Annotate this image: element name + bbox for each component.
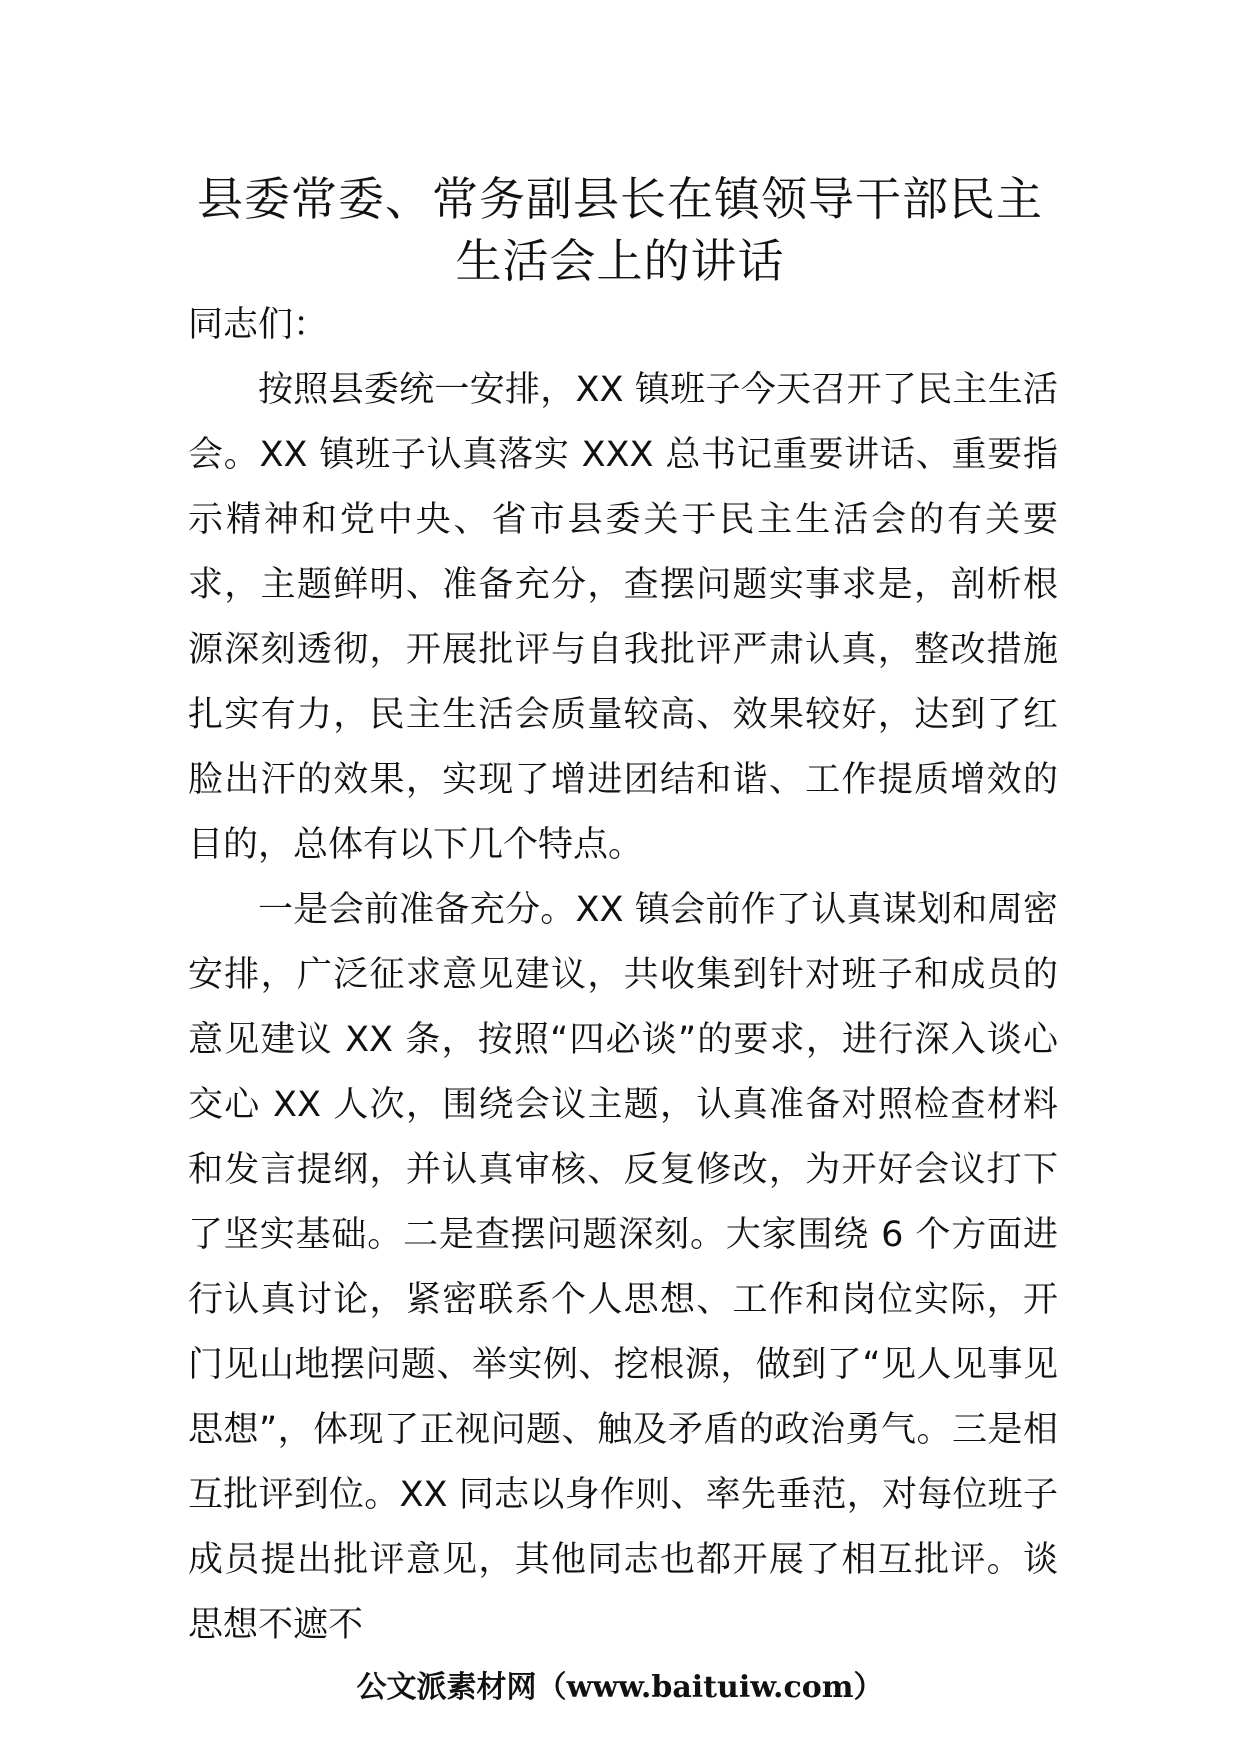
- document-body: [188, 293, 1058, 1658]
- paragraph-intro: 按照县委统一安排，XX 镇班子今天召开了民主生活会。XX 镇班子认真落实 XXX 总书记重要讲话、重要指示精神和党中央、省市县委关于民主生活会的有关要求，主题鲜明、准备充分，查摆问题实事求是，剖析根源深刻透彻，开展批评与自我批评严肃认真，整改措施扎实有力，民主生活会质量较高、效果较好，达到了红脸出汗的效果，实现了增进团结和谐、工作提质增效的目的，总体有以下几个特点。: [188, 370, 1058, 865]
- title-line-2: 生活会上的讲话: [455, 234, 785, 288]
- paragraph-features: 一是会前准备充分。XX 镇会前作了认真谋划和周密安排，广泛征求意见建议，共收集到针对班子和成员的意见建议 XX 条，按照“四必谈”的要求，进行深入谈心交心 XX 人次，围绕会议主题，认真准备对照检查材料和发言提纲，并认真审核、反复修改，为开好会议打下了坚实基础。二是查摆问题深刻。大家围绕 6 个方面进行认真讨论，紧密联系个人思想、工作和岗位实际，开门见山地摆问题、举实例、挖根源，做到了“见人见事见思想”，体现了正视问题、触及矛盾的政治勇气。三是相互批评到位。XX 同志以身作则、率先垂范，对每位班子成员提出批评意见，其他同志也都开展了相互批评。谈思想不遮不: [188, 890, 1058, 1645]
- source-watermark: 公文派素材网（www.baituiw.com）: [356, 1670, 884, 1705]
- salutation: 同志们：: [188, 305, 329, 345]
- document-title: [150, 168, 1090, 292]
- title-line-1: 县委常委、常务副县长在镇领导干部民主: [197, 172, 1043, 226]
